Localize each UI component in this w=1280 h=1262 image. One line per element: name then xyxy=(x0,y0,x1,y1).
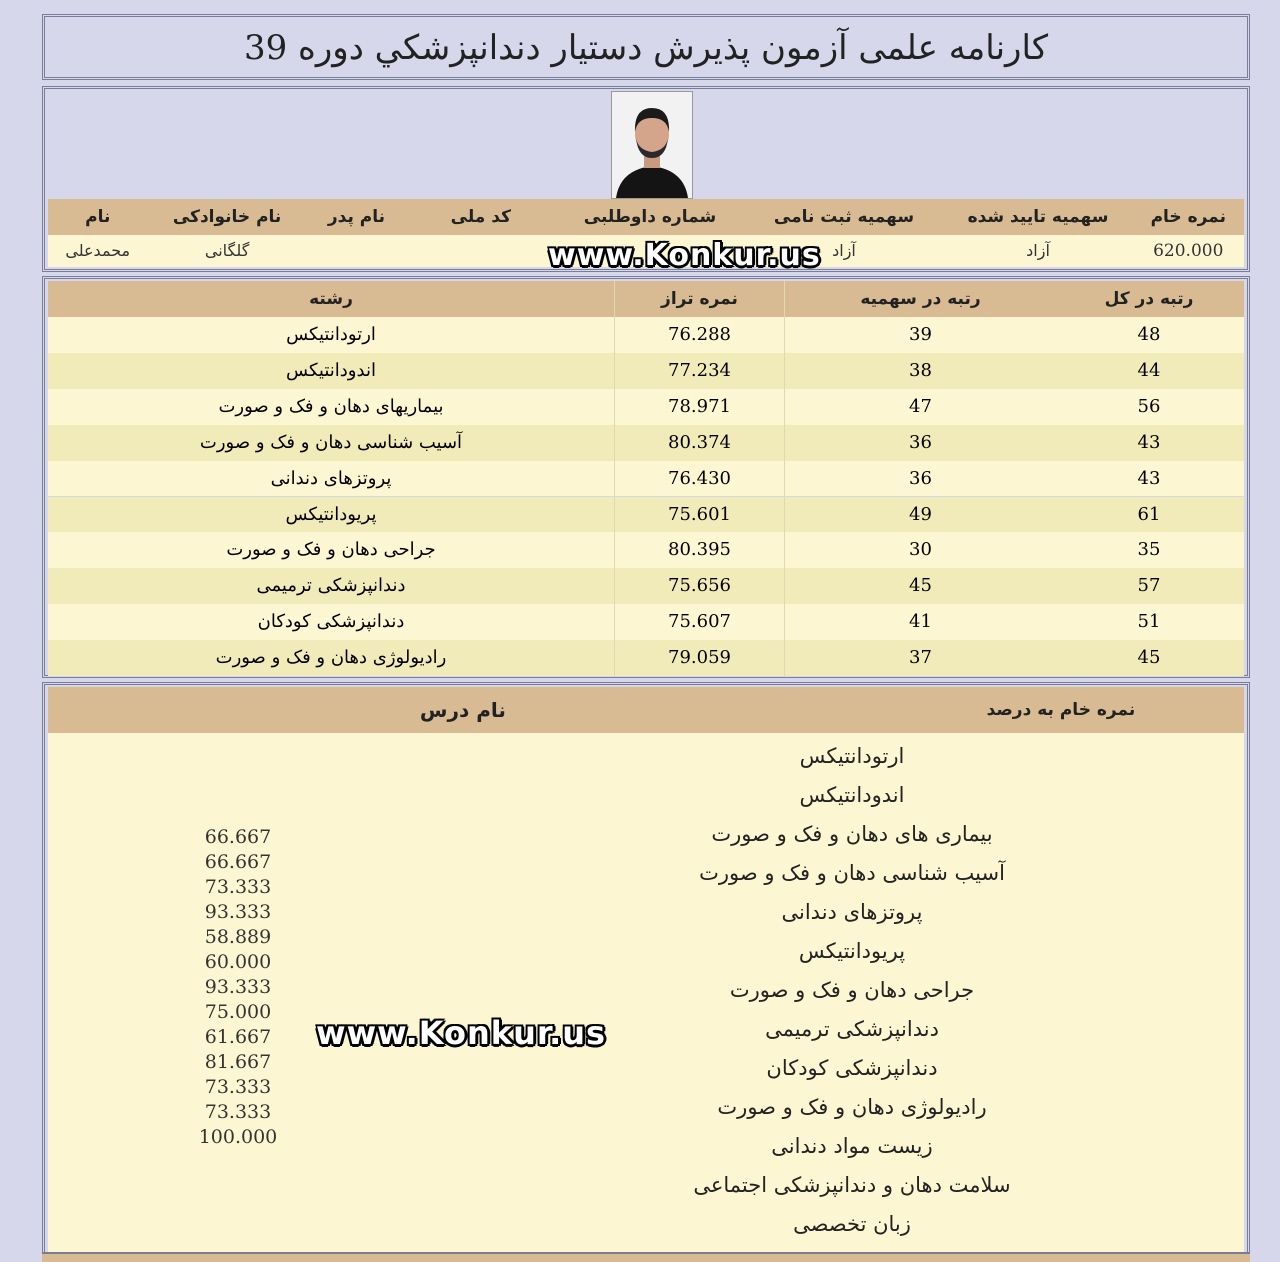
rank-taraz-cell: 77.234 xyxy=(614,353,784,389)
title-panel xyxy=(42,14,1250,80)
course-percent: 75.000 xyxy=(204,1001,272,1023)
info-header-candidate-number: شماره داوطلبی xyxy=(583,207,717,227)
rank-row xyxy=(48,532,1244,568)
info-value-father xyxy=(307,235,407,267)
rank-field-cell: ارتودانتیکس xyxy=(286,324,376,345)
watermark-bottom: www.Konkur.us xyxy=(316,1014,607,1052)
info-value-raw-score: 620.000 xyxy=(1153,241,1224,261)
course-name: بیماری های دهان و فک و صورت xyxy=(711,822,993,846)
watermark-top: www.Konkur.us xyxy=(548,238,821,273)
course-header-row xyxy=(48,687,1244,733)
rank-taraz-cell: 76.430 xyxy=(614,461,784,497)
rank-row xyxy=(48,317,1244,353)
info-header-registered-quota: سهمیه ثبت نامی xyxy=(773,207,915,227)
rank-taraz-cell: 79.059 xyxy=(614,640,784,676)
rank-row xyxy=(48,353,1244,389)
person-photo-icon xyxy=(612,92,692,198)
rank-quota-cell: 30 xyxy=(784,532,1056,568)
rank-total-cell: 57 xyxy=(1137,575,1161,597)
rank-table-panel xyxy=(42,276,1250,678)
rank-row xyxy=(48,640,1244,676)
course-name: دندانپزشکی کودکان xyxy=(766,1056,938,1080)
rank-total-cell: 61 xyxy=(1137,503,1161,525)
course-name: رادیولوژی دهان و فک و صورت xyxy=(717,1095,987,1119)
rank-field-cell: جراحی دهان و فک و صورت xyxy=(226,539,436,561)
candidate-photo xyxy=(611,91,693,199)
rank-field-cell: پروتزهای دندانی xyxy=(270,467,392,489)
course-percent: 66.667 xyxy=(204,826,272,848)
info-header-raw-score: نمره خام xyxy=(1150,207,1226,227)
rank-total-cell: 43 xyxy=(1137,467,1161,489)
course-percent: 73.333 xyxy=(204,1101,272,1123)
rank-quota-cell: 36 xyxy=(784,425,1056,461)
rank-quota-cell: 37 xyxy=(784,640,1056,676)
info-value-registered-quota: آزاد xyxy=(832,241,856,260)
rank-field-cell: بیماریهای دهان و فک و صورت xyxy=(218,395,444,417)
bottom-panel-edge xyxy=(42,1252,1250,1262)
rank-total-cell: 51 xyxy=(1137,611,1161,633)
rank-quota-cell: 41 xyxy=(784,604,1056,640)
rank-field-cell: آسیب شناسی دهان و فک و صورت xyxy=(199,431,463,453)
rank-field-cell: رادیولوژی دهان و فک و صورت xyxy=(215,647,447,669)
info-header-father: نام پدر xyxy=(327,207,386,227)
course-percent: 93.333 xyxy=(204,976,272,998)
info-value-name: محمدعلی xyxy=(65,241,131,260)
course-name: پریودانتیکس xyxy=(798,939,906,963)
course-percent: 58.889 xyxy=(204,926,272,948)
rank-taraz-cell: 75.601 xyxy=(614,497,784,533)
rank-total-cell: 35 xyxy=(1137,539,1161,561)
rank-row xyxy=(48,425,1244,461)
rank-quota-cell: 49 xyxy=(784,497,1056,533)
rank-taraz-cell: 80.395 xyxy=(614,532,784,568)
rank-taraz-cell: 78.971 xyxy=(614,389,784,425)
rank-row xyxy=(48,604,1244,640)
course-percent: 93.333 xyxy=(204,901,272,923)
rank-field-cell: پریودانتیکس xyxy=(285,503,377,525)
info-value-national-code xyxy=(406,235,555,267)
info-header-row xyxy=(48,199,1244,235)
course-header-name: نام درس xyxy=(419,698,506,722)
course-percent: 100.000 xyxy=(198,1126,278,1148)
rank-header-field: رشته xyxy=(309,289,353,309)
rank-row xyxy=(48,389,1244,425)
course-percent: 60.000 xyxy=(204,951,272,973)
rank-row xyxy=(48,461,1244,497)
course-name-list xyxy=(460,737,1244,1244)
rank-field-cell: اندودانتیکس xyxy=(286,359,376,381)
rank-taraz-cell: 76.288 xyxy=(614,317,784,353)
course-name: جراحی دهان و فک و صورت xyxy=(729,978,975,1002)
course-name: زبان تخصصی xyxy=(793,1212,911,1236)
course-name: اندودانتیکس xyxy=(799,783,905,807)
course-percent: 81.667 xyxy=(204,1051,272,1073)
course-name: دندانپزشکی ترمیمی xyxy=(765,1017,939,1041)
info-header-approved-quota: سهمیه تایید شده xyxy=(967,207,1109,227)
course-header-percent: نمره خام به درصد xyxy=(986,700,1136,720)
rank-header-row xyxy=(48,281,1244,317)
course-table-panel xyxy=(42,682,1250,1262)
course-percent: 73.333 xyxy=(204,1076,272,1098)
rank-taraz-cell: 80.374 xyxy=(614,425,784,461)
page-title: کارنامه علمی آزمون پذیرش دستیار دندانپزشکي دوره 39 xyxy=(243,28,1049,68)
info-header-national-code: کد ملی xyxy=(450,207,511,227)
course-name: زیست مواد دندانی xyxy=(771,1134,933,1158)
rank-total-cell: 45 xyxy=(1137,647,1161,669)
info-value-family: گلگانی xyxy=(204,241,250,260)
info-header-name: نام xyxy=(85,207,111,227)
course-percent: 61.667 xyxy=(204,1026,272,1048)
course-percent: 73.333 xyxy=(204,876,272,898)
rank-row xyxy=(48,497,1244,533)
course-percent-list xyxy=(148,825,328,1150)
info-header-family: نام خانوادکی xyxy=(172,207,282,227)
info-value-approved-quota: آزاد xyxy=(1026,241,1050,260)
rank-total-cell: 48 xyxy=(1137,324,1161,345)
course-body xyxy=(48,733,1244,1259)
course-name: پروتزهای دندانی xyxy=(781,900,923,924)
course-name: ارتودانتیکس xyxy=(799,744,905,768)
course-name: سلامت دهان و دندانپزشکی اجتماعی xyxy=(693,1173,1011,1197)
rank-field-cell: دندانپزشکی ترمیمی xyxy=(256,575,406,597)
course-name: آسیب شناسی دهان و فک و صورت xyxy=(699,861,1005,885)
rank-quota-cell: 47 xyxy=(784,389,1056,425)
rank-quota-cell: 39 xyxy=(784,317,1056,353)
rank-quota-cell: 38 xyxy=(784,353,1056,389)
rank-quota-cell: 36 xyxy=(784,461,1056,497)
rank-quota-cell: 45 xyxy=(784,568,1056,604)
rank-total-cell: 56 xyxy=(1137,395,1161,417)
rank-header-taraz: نمره تراز xyxy=(614,281,784,317)
rank-taraz-cell: 75.656 xyxy=(614,568,784,604)
rank-field-cell: دندانپزشکی کودکان xyxy=(257,611,405,633)
rank-total-cell: 44 xyxy=(1137,359,1161,381)
course-percent: 66.667 xyxy=(204,851,272,873)
rank-header-quota-rank: رتبه در سهمیه xyxy=(784,281,1056,317)
rank-taraz-cell: 75.607 xyxy=(614,604,784,640)
rank-row xyxy=(48,568,1244,604)
rank-total-cell: 43 xyxy=(1137,431,1161,453)
rank-header-total-rank: رتبه در کل xyxy=(1104,289,1194,309)
